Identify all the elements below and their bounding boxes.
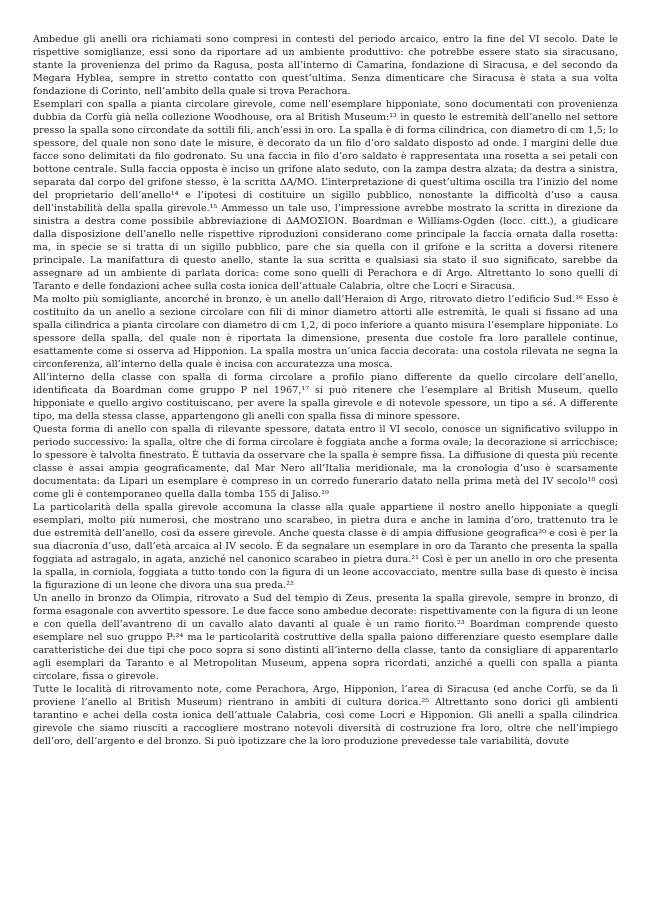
paragraph-6: La particolarità della spalla girevole accomuna la classe alla quale appartiene il nostro anello hipponiate a quegli esemplari, molto più numerosi, che mostrano uno scarabeo, in pietra dura e anche in lamina d’oro, trattenuto tra le due estremità dell’anello, così da essere girevole. Anche questa classe è di ampia diffusione geografica²⁰ e così è per la sua diacronia d’uso, dall’età arcaica al IV secolo. È da segnalare un esemplare in oro da Taranto che presenta la spalla foggiata ad astragalo, in agata, anziché nel canonico scarabeo in pietra dura.²¹ Così è per un anello in oro che presenta la spalla, in corniola, foggiata a tutto tondo con la figura di un leone accovacciato, mentre sulla base di questo è incisa la figurazione di un leone che divora una sua preda.²² — [33, 502, 618, 591]
paragraph-3: Ma molto più somigliante, ancorché in bronzo, è un anello dall’Heraion di Argo, ritrovato dietro l’edificio Sud.¹⁶ Esso è costituito da un anello a sezione circolare con fili di minor diametro attorti alle estremità, le quali si fissano ad una spalla cilindrica a pianta circolare con diametro di cm 1,2, di poco inferiore a quanto misura l’esemplare hipponiate. Lo spessore della spalla, del quale non è riportata la dimensione, presenta due costole fra loro parallele continue, esattamente come si osserva ad Hipponion. La spalla mostra un’unica faccia decorata: una costola rilevata ne segna la circonferenza, all’interno della quale è incisa con accuratezza una mosca. — [33, 294, 618, 370]
paragraph-8: Tutte le località di ritrovamento note, come Perachora, Argo, Hipponion, l’area di Siracusa (ed anche Corfù, se da lì proviene l’anello al British Museum) rientrano in ambiti di cultura dorica.²⁵ Altrettanto sono dorici gli ambienti tarantino e achei della costa ionica dell’attuale Calabria, così come Locri e Hipponion. Gli anelli a spalla cilindrica girevole che siamo riusciti a raccogliere mostrano notevoli diversità di costruzione fra loro, oltre che nell’impiego dell’oro, dell’argento e del bronzo. Si può ipotizzare che la loro produzione prevedesse tale variabilità, dovute — [33, 684, 618, 747]
paragraph-4: All’interno della classe con spalla di forma circolare a profilo piano differente da quello circolare dell’anello, identificata da Boardman come gruppo P nel 1967,¹⁷ si può ritenere che l’esemplare al British Museum, quello hipponiate e quello argivo costituiscano, per avere la spalla girevole e di notevole spessore, un tipo a sé. A differente tipo, ma della stessa classe, appartengono gli anelli con spalla fissa di minore spessore. — [33, 372, 618, 422]
paragraph-1: Ambedue gli anelli ora richiamati sono compresi in contesti del periodo arcaico, entro la fine del VI secolo. Date le rispettive somiglianze, essi sono da riportare ad un ambiente produttivo: che potrebbe essere stato sia siracusano, stante la provenienza del primo da Ragusa, posta all’interno di Camarina, fondazione di Siracusa, e del secondo da Megara Hyblea, sempre in stretto contatto con quest’ultima. Senza dimenticare che Siracusa è stata a sua volta fondazione di Corinto, nell’ambito della quale si trova Perachora. — [33, 34, 618, 97]
paragraph-2: Esemplari con spalla a pianta circolare girevole, come nell’esemplare hipponiate, sono documentati con provenienza dubbia da Corfù già nella collezione Woodhouse, ora al British Museum:¹³ in questo le estremità dell’anello nel settore presso la spalla sono circondate da sottili fili, anch’essi in oro. La spalla è di forma cilindrica, con diametro di cm 1,5; lo spessore, del quale non sono date le misure, è decorato da un filo d’oro saldato disposto ad onde. I margini delle due facce sono delimitati da filo godronato. Su una faccia in filo d’oro saldato è rappresentata una rosetta a sei petali con bottone centrale. Sulla faccia opposta è inciso un grifone alato seduto, con la zampa destra alzata; da destra a sinistra, separata dal corpo del grifone stesso, è la scritta ΔΑ/ΜΟ. L’interpretazione di quest’ultima oscilla tra l’inizio del nome del proprietario dell’anello¹⁴ e l’ipotesi di costituire un sigillo pubblico, nonostante la difficoltà d’uso a causa dell’instabilità della spalla girevole.¹⁵ Ammesso un tale uso, l’impressione avrebbe mostrato la scritta in direzione da sinistra a destra come possibile abbreviazione di ΔΑΜΟΣΙΟΝ. Boardman e Williams-Ogden (locc. citt.), a giudicare dalla disposizione dell’anello nelle rispettive riproduzioni considerano come principale la faccia ornata dalla rosetta: ma, in specie se si tratta di un sigillo pubblico, pare che sia quella con il grifone e la scritta a doversi ritenere principale. La manifattura di questo anello, stante la sua scritta e qualsiasi sia stato il suo significato, sarebbe da assegnare ad un ambiente di parlata dorica: come sono quelli di Perachora e di Argo. Altrettanto lo sono quelli di Taranto e delle fondazioni achee sulla costa ionica dell’attuale Calabria, oltre che Locri e Siracusa. — [33, 99, 618, 292]
paragraph-7: Un anello in bronzo da Olimpia, ritrovato a Sud del tempio di Zeus, presenta la spalla girevole, sempre in bronzo, di forma esagonale con avvertito spessore. Le due facce sono ambedue decorate: rispettivamente con la figura di un leone e con quella dell’avantreno di un cavallo alato davanti al quale è un ramo fiorito.²³ Boardman comprende questo esemplare nel suo gruppo P:²⁴ ma le particolarità costruttive della spalla paiono differenziare questo esemplare dalle caratteristiche dei due tipi che poco sopra si sono distinti all’interno della classe, tanto da consigliare di apparentarlo agli esemplari da Taranto e al Metropolitan Museum, appena sopra ricordati, anziché a quelli con spalla a pianta circolare, fissa o girevole. — [33, 593, 618, 682]
paragraph-5: Questa forma di anello con spalla di rilevante spessore, datata entro il VI secolo, conosce un significativo sviluppo in periodo successivo: la spalla, oltre che di forma circolare è foggiata anche a forma ovale; la decorazione si arricchisce; lo spessore è talvolta finestrato. È tuttavia da osservare che la spalla è sempre fissa. La diffusione di questa più recente classe è assai ampia geograficamente, dal Mar Nero all’Italia meridionale, ma la cronologia d’uso è scarsamente documentata: da Lipari un esemplare è compreso in un corredo funerario datato nella prima metà del IV secolo¹⁸ così come gli è contemporaneo quella dalla tomba 155 di Jaliso.¹⁹ — [33, 424, 618, 500]
